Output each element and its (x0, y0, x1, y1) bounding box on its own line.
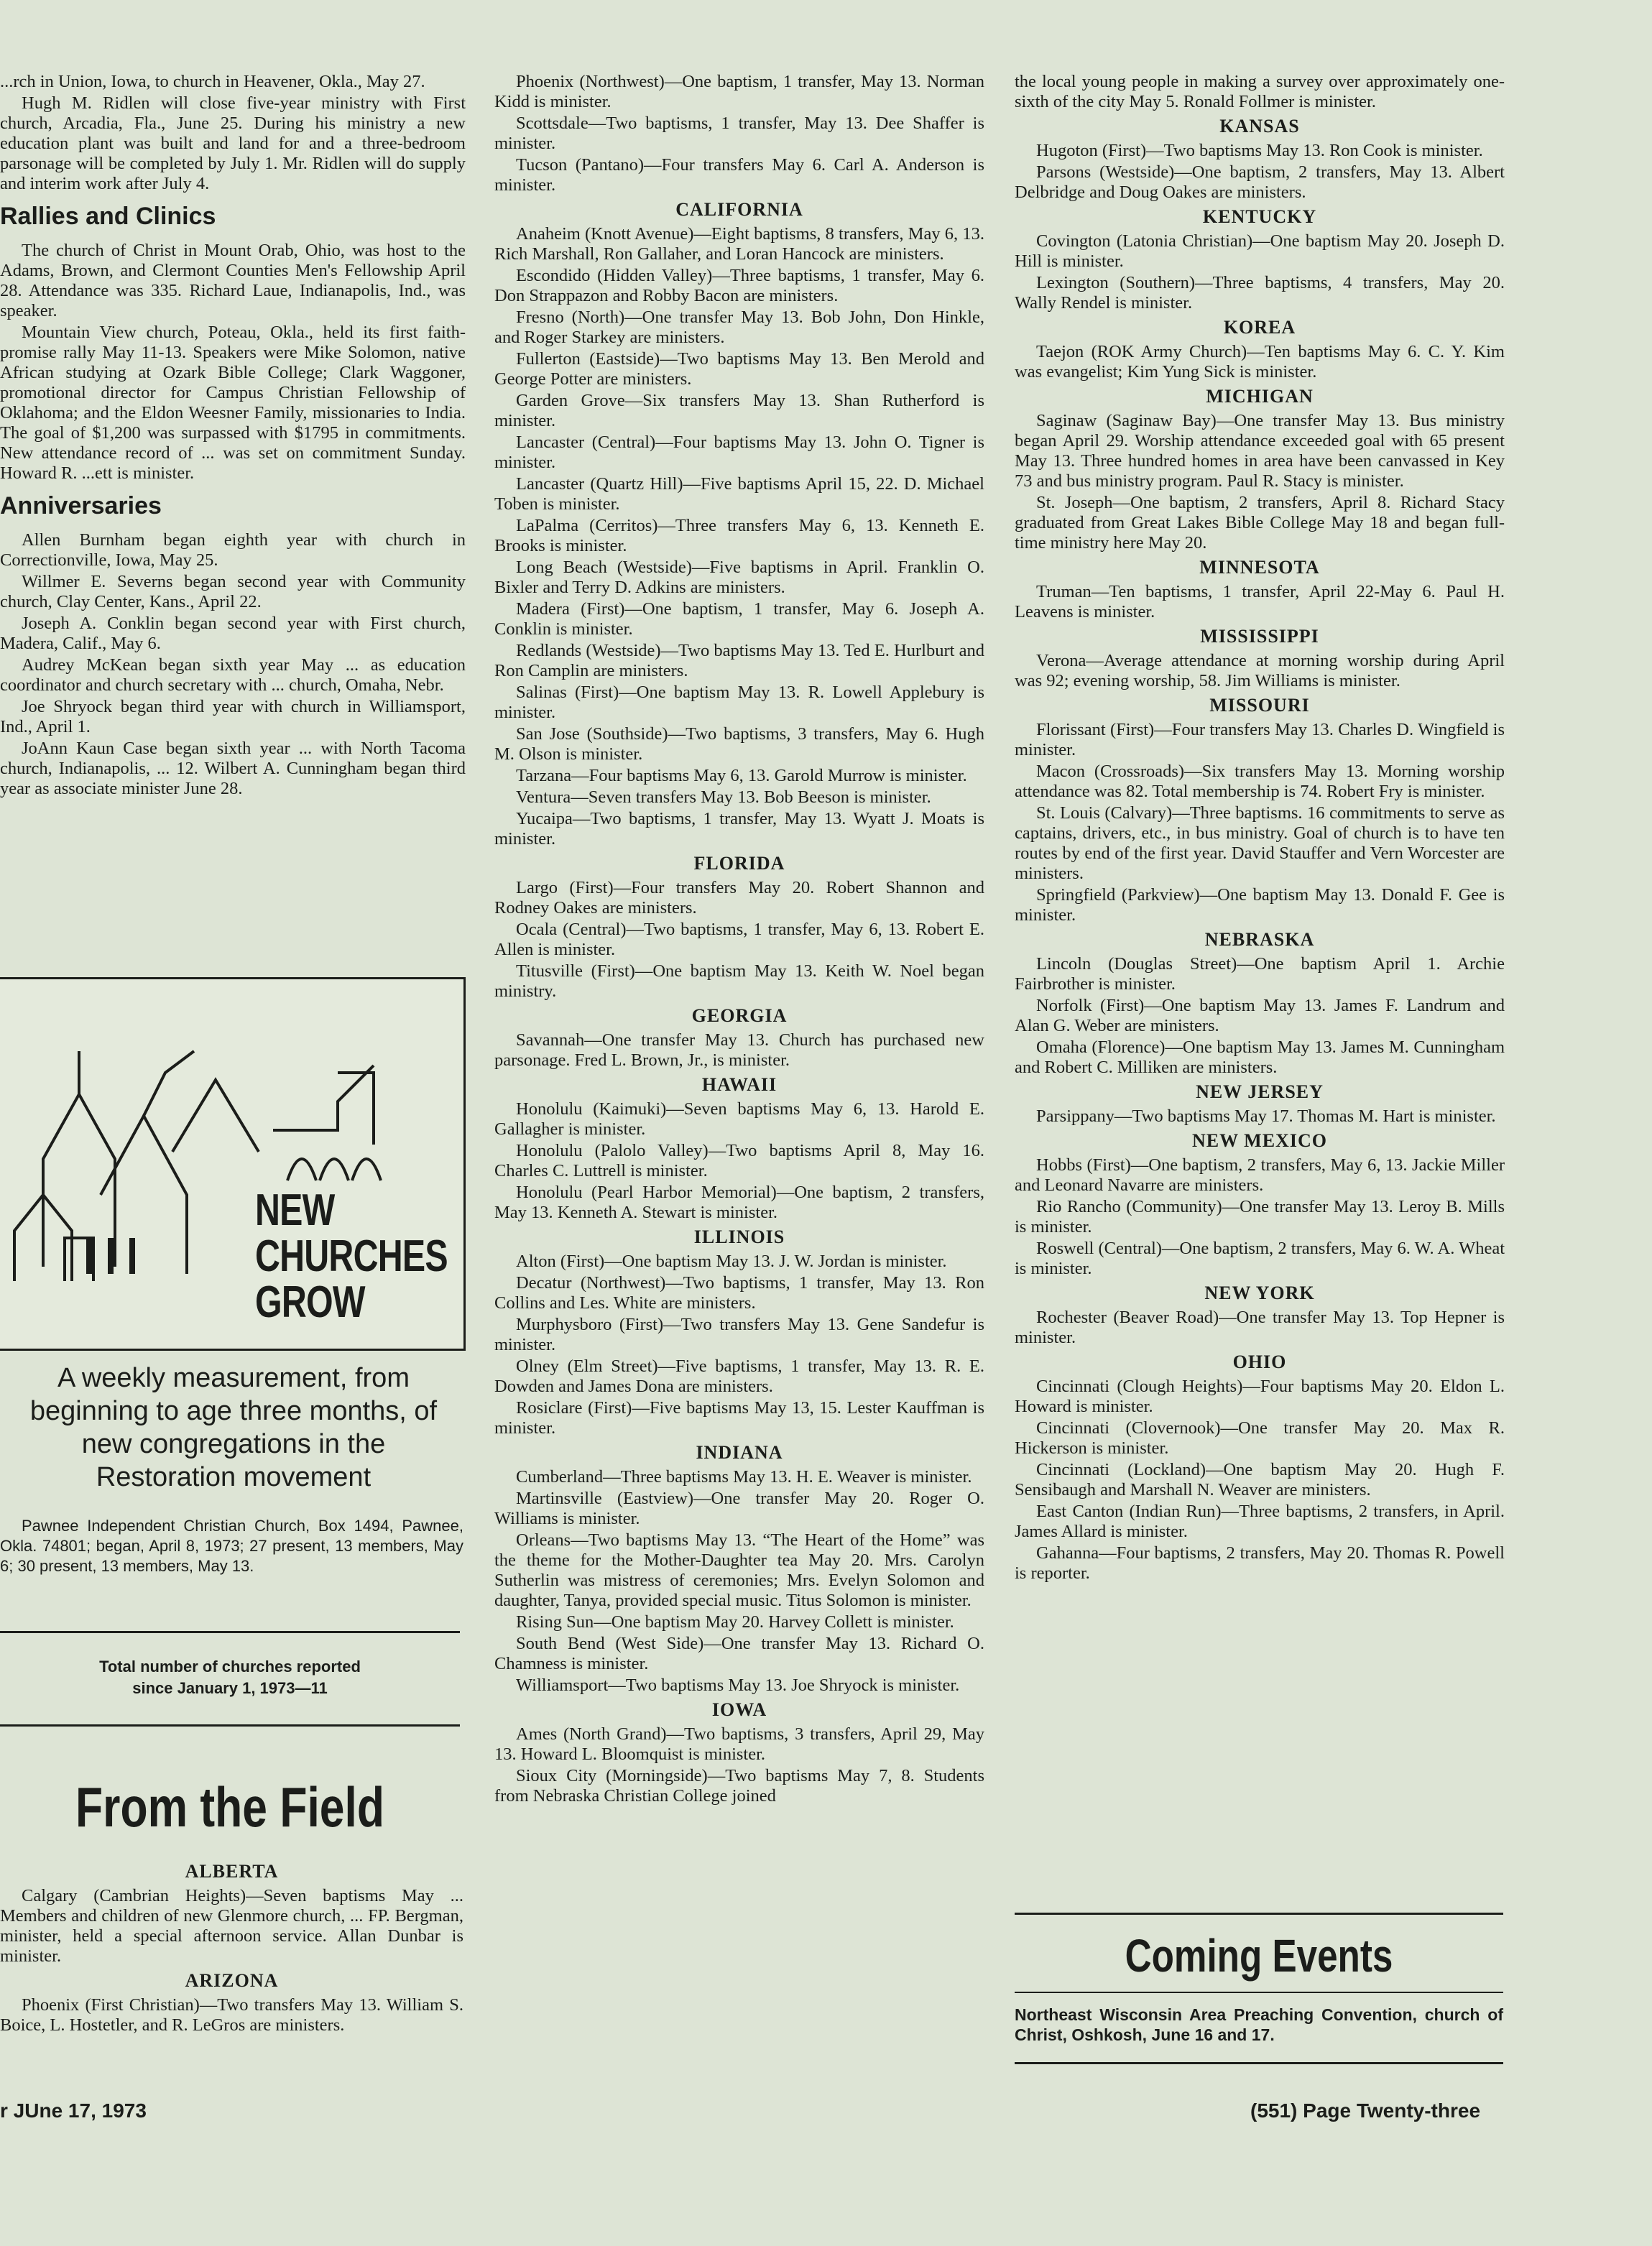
pawnee-wrap (0, 1516, 463, 1578)
anniversary-item: Joe Shryock began third year with church in Williamsport, Ind., April 1. (0, 697, 466, 736)
news-item: Scottsdale—Two baptisms, 1 transfer, May 13. Dee Shaffer is minister. (494, 114, 984, 153)
news-item: Parsons (Westside)—One baptism, 2 transfers, May 13. Albert Delbridge and Doug Oakes are ministers. (1015, 162, 1505, 202)
anniversary-item: Allen Burnham began eighth year with church in Correctionville, Iowa, May 25. (0, 530, 466, 570)
news-item-ridlen: Hugh M. Ridlen will close five-year ministry with First church, Arcadia, Fla., June 25. During his ministry a new education plant was built and land for and a three-bedroom parsonage will be completed by July 1. Mr. Ridlen will do supply and interim work after July 4. (0, 93, 466, 193)
news-item: Cumberland—Three baptisms May 13. H. E. Weaver is minister. (516, 1467, 972, 1487)
divider (1015, 1913, 1503, 1915)
state-heading: NEW YORK (1204, 1283, 1315, 1303)
footer-page: (551) Page Twenty-three (1250, 2099, 1481, 2122)
state-heading: KOREA (1223, 317, 1296, 338)
divider (1015, 1992, 1503, 1993)
news-item: Honolulu (Pearl Harbor Memorial)—One baptism, 2 transfers, May 13. Kenneth A. Stewart is minister. (494, 1183, 984, 1222)
news-item: Ventura—Seven transfers May 13. Bob Beeson is minister. (516, 787, 931, 807)
promo-title-line: CHURCHES (255, 1231, 448, 1281)
news-item: Garden Grove—Six transfers May 13. Shan Rutherford is minister. (494, 391, 984, 430)
state-heading: NEW MEXICO (1192, 1130, 1327, 1151)
news-item: Calgary (Cambrian Heights)—Seven baptisms May ... Members and children of new Glenmore church, ... FP. Bergman, minister, held a special afternoon service. Allan Dunbar is minister. (0, 1886, 463, 1966)
news-item: Rising Sun—One baptism May 20. Harvey Collett is minister. (516, 1612, 954, 1632)
news-item: Lancaster (Quartz Hill)—Five baptisms April 15, 22. D. Michael Toben is minister. (494, 474, 984, 514)
promo-title-line: GROW (255, 1277, 365, 1327)
state-heading: NEW JERSEY (1196, 1081, 1324, 1102)
state-heading: FLORIDA (693, 853, 785, 874)
news-item: Largo (First)—Four transfers May 20. Robert Shannon and Rodney Oakes are ministers. (494, 878, 984, 918)
news-item: Norfolk (First)—One baptism May 13. James F. Landrum and Alan G. Weber are ministers. (1015, 996, 1505, 1035)
state-heading: KENTUCKY (1202, 206, 1317, 227)
divider (1015, 2062, 1503, 2064)
news-item: Tarzana—Four baptisms May 6, 13. Garold Murrow is minister. (516, 766, 967, 785)
total-count-l2: since January 1, 1973—11 (132, 1679, 328, 1697)
total-count (0, 1656, 460, 1699)
state-heading: ILLINOIS (693, 1226, 785, 1247)
state-heading: MISSOURI (1209, 695, 1310, 716)
news-item: the local young people in making a survey over approximately one-sixth of the city May 5. Ronald Follmer is minister. (1015, 72, 1505, 111)
news-item: Cincinnati (Lockland)—One baptism May 20. Hugh F. Sensibaugh and Marshall N. Weaver are ministers. (1015, 1460, 1505, 1499)
divider (0, 1724, 460, 1727)
news-item: Cincinnati (Clovernook)—One transfer May 20. Max R. Hickerson is minister. (1015, 1418, 1505, 1458)
state-heading: NEBRASKA (1204, 929, 1315, 950)
promo-subtitle: A weekly measurement, from beginning to age three months, of new congregations in the Restoration movement (29, 1363, 438, 1492)
news-item: South Bend (West Side)—One transfer May 13. Richard O. Chamness is minister. (494, 1634, 984, 1673)
news-item: Hobbs (First)—One baptism, 2 transfers, May 6, 13. Jackie Miller and Leonard Navarre are ministers. (1015, 1155, 1505, 1195)
news-item: Olney (Elm Street)—Five baptisms, 1 transfer, May 13. R. E. Dowden and James Dona are ministers. (494, 1357, 984, 1396)
news-item: Fresno (North)—One transfer May 13. Bob John, Don Hinkle, and Roger Starkey are ministers. (494, 308, 984, 347)
news-item: Martinsville (Eastview)—One transfer May 20. Roger O. Williams is minister. (494, 1489, 984, 1528)
news-item: Anaheim (Knott Avenue)—Eight baptisms, 8 transfers, May 6, 13. Rich Marshall, Ron Gallaher, and Loran Hancock are ministers. (494, 224, 984, 264)
column-left (0, 72, 466, 800)
news-item: Redlands (Westside)—Two baptisms May 13. Ted E. Hurlburt and Ron Camplin are ministers. (494, 641, 984, 680)
news-item: Williamsport—Two baptisms May 13. Joe Shryock is minister. (516, 1676, 960, 1695)
promo-title (255, 1188, 448, 1326)
field-start (0, 1857, 463, 2037)
new-churches-grow-box (0, 977, 466, 1351)
news-item: Florissant (First)—Four transfers May 13. Charles D. Wingfield is minister. (1015, 720, 1505, 759)
news-item: Lexington (Southern)—Three baptisms, 4 transfers, May 20. Wally Rendel is minister. (1015, 273, 1505, 313)
state-heading: MICHIGAN (1206, 386, 1314, 407)
pawnee-church: Pawnee Independent Christian Church, Box 1494, Pawnee, Okla. 74801; began, April 8, 1973; 27 present, 13 members, May 6; 30 present, 13 members, May 13. (0, 1517, 463, 1575)
state-heading: OHIO (1232, 1351, 1287, 1372)
news-item: Hugoton (First)—Two baptisms May 13. Ron Cook is minister. (1036, 141, 1483, 160)
news-item: Phoenix (Northwest)—One baptism, 1 transfer, May 13. Norman Kidd is minister. (494, 72, 984, 111)
news-item: Escondido (Hidden Valley)—Three baptisms, 1 transfer, May 6. Don Strappazon and Robby Bacon are ministers. (494, 266, 984, 305)
news-item: Taejon (ROK Army Church)—Ten baptisms May 6. C. Y. Kim was evangelist; Kim Yung Sick is minister. (1015, 342, 1505, 382)
column-middle (494, 72, 984, 1808)
news-item: Savannah—One transfer May 13. Church has purchased new parsonage. Fred L. Brown, Jr., is minister. (494, 1030, 984, 1070)
news-item: Gahanna—Four baptisms, 2 transfers, May 20. Thomas R. Powell is reporter. (1015, 1543, 1505, 1583)
news-item: Orleans—Two baptisms May 13. “The Heart of the Home” was the theme for the Mother-Daughter tea May 20. Mrs. Carolyn Sutherlin was mistress of ceremonies; Mrs. Evelyn Solomon and daughter, Tanya, provided special music. Titus Solomon is minister. (494, 1530, 984, 1610)
state-heading: MISSISSIPPI (1200, 626, 1319, 647)
coming-events-body (1015, 2005, 1503, 2046)
news-item: Omaha (Florence)—One baptism May 13. James M. Cunningham and Robert C. Milliken are ministers. (1015, 1037, 1505, 1077)
news-item: Murphysboro (First)—Two transfers May 13. Gene Sandefur is minister. (494, 1315, 984, 1354)
state-heading: CALIFORNIA (675, 199, 803, 220)
news-item: Lincoln (Douglas Street)—One baptism April 1. Archie Fairbrother is minister. (1015, 954, 1505, 994)
total-count-l1: Total number of churches reported (99, 1658, 361, 1676)
news-item: Decatur (Northwest)—Two baptisms, 1 transfer, May 13. Ron Collins and Les. White are ministers. (494, 1273, 984, 1313)
news-item: Fullerton (Eastside)—Two baptisms May 13. Ben Merold and George Potter are ministers. (494, 349, 984, 389)
news-item: Verona—Average attendance at morning worship during April was 92; evening worship, 58. Jim Williams is minister. (1015, 651, 1505, 690)
anniversary-item: Joseph A. Conklin began second year with First church, Madera, Calif., May 6. (0, 614, 466, 653)
news-item: Honolulu (Palolo Valley)—Two baptisms April 8, May 16. Charles C. Luttrell is minister. (494, 1141, 984, 1180)
news-item: San Jose (Southside)—Two baptisms, 3 transfers, May 6. Hugh M. Olson is minister. (494, 724, 984, 764)
news-item: Alton (First)—One baptism May 13. J. W. Jordan is minister. (516, 1252, 947, 1271)
promo-subtitle-wrap (22, 1362, 446, 1494)
state-heading: KANSAS (1219, 116, 1300, 137)
news-item: Yucaipa—Two baptisms, 1 transfer, May 13. Wyatt J. Moats is minister. (494, 809, 984, 849)
state-heading: IOWA (711, 1699, 767, 1720)
news-item: Ocala (Central)—Two baptisms, 1 transfer, May 6, 13. Robert E. Allen is minister. (494, 920, 984, 959)
anniversaries-list (0, 530, 466, 799)
news-item-mountain-view: Mountain View church, Poteau, Okla., held its first faith-promise rally May 11-13. Speakers were Mike Solomon, native African studying at Ozark Bible College; Clark Waggoner, promotional director for Campus Christian Fellowship of Oklahoma; and the Eldon Weesner Family, missionaries to India. The goal of $1,200 was surpassed with $1795 in commitments. New attendance record of ... was set on commitment Sunday. Howard R. ...ett is minister. (0, 323, 466, 483)
coming-event-item: Northeast Wisconsin Area Preaching Convention, church of Christ, Oshkosh, June 16 and 17. (1015, 2005, 1503, 2044)
news-item: Macon (Crossroads)—Six transfers May 13. Morning worship attendance was 82. Total membership is 74. Robert Fry is minister. (1015, 762, 1505, 801)
state-heading: GEORGIA (691, 1005, 788, 1026)
state-heading: MINNESOTA (1199, 557, 1320, 578)
news-item: Phoenix (First Christian)—Two transfers May 13. William S. Boice, L. Hostetler, and R. LeGros are ministers. (0, 1995, 463, 2035)
anniversary-item: JoAnn Kaun Case began sixth year ... with North Tacoma church, Indianapolis, ... 12. Wilbert A. Cunningham began third year as associate minister June 28. (0, 739, 466, 798)
news-item: Long Beach (Westside)—Five baptisms in April. Franklin O. Bixler and Terry D. Adkins are ministers. (494, 558, 984, 597)
anniversary-item: Audrey McKean began sixth year May ... as education coordinator and church secretary with ... church, Omaha, Nebr. (0, 655, 466, 695)
news-item: Rochester (Beaver Road)—One transfer May 13. Top Hepner is minister. (1015, 1308, 1505, 1347)
news-item: Rio Rancho (Community)—One transfer May 13. Leroy B. Mills is minister. (1015, 1197, 1505, 1237)
news-item: Cincinnati (Clough Heights)—Four baptisms May 20. Eldon L. Howard is minister. (1015, 1377, 1505, 1416)
news-item: East Canton (Indian Run)—Three baptisms, 2 transfers, in April. James Allard is minister. (1015, 1502, 1505, 1541)
news-item: Lancaster (Central)—Four baptisms May 13. John O. Tigner is minister. (494, 433, 984, 472)
news-item: ...rch in Union, Iowa, to church in Heavener, Okla., May 27. (0, 72, 425, 91)
state-heading: ALBERTA (185, 1861, 279, 1882)
news-item: LaPalma (Cerritos)—Three transfers May 6, 13. Kenneth E. Brooks is minister. (494, 516, 984, 555)
news-item: Madera (First)—One baptism, 1 transfer, May 6. Joseph A. Conklin is minister. (494, 599, 984, 639)
news-item: Ames (North Grand)—Two baptisms, 3 transfers, April 29, May 13. Howard L. Bloomquist is minister. (494, 1724, 984, 1764)
news-item: Covington (Latonia Christian)—One baptism May 20. Joseph D. Hill is minister. (1015, 231, 1505, 271)
state-heading: ARIZONA (185, 1970, 279, 1991)
footer-date: r JUne 17, 1973 (0, 2099, 147, 2122)
state-heading: INDIANA (696, 1442, 783, 1463)
news-item-mount-orab: The church of Christ in Mount Orab, Ohio, was host to the Adams, Brown, and Clermont Counties Men's Fellowship April 28. Attendance was 335. Richard Laue, Indianapolis, Ind., was speaker. (0, 241, 466, 320)
news-item: Roswell (Central)—One baptism, 2 transfers, May 6. W. A. Wheat is minister. (1015, 1239, 1505, 1278)
news-item: Honolulu (Kaimuki)—Seven baptisms May 6, 13. Harold E. Gallagher is minister. (494, 1099, 984, 1139)
news-item: Salinas (First)—One baptism May 13. R. Lowell Applebury is minister. (494, 683, 984, 722)
news-item: Parsippany—Two baptisms May 17. Thomas M. Hart is minister. (1036, 1106, 1496, 1126)
state-heading: HAWAII (701, 1074, 777, 1095)
news-item: Saginaw (Saginaw Bay)—One transfer May 13. Bus ministry began April 29. Worship attendance exceeded goal with 65 present May 13. Three hundred homes in area have been canvassed in Key 73 and bus ministry program. Paul R. Stacy is minister. (1015, 411, 1505, 491)
news-item: Titusville (First)—One baptism May 13. Keith W. Noel began ministry. (494, 961, 984, 1001)
news-item: Sioux City (Morningside)—Two baptisms May 7, 8. Students from Nebraska Christian College joined (494, 1766, 984, 1806)
anniversaries-heading: Anniversaries (0, 492, 162, 519)
from-the-field-title: From the Field (75, 1775, 384, 1839)
news-item: St. Joseph—One baptism, 2 transfers, April 8. Richard Stacy graduated from Great Lakes Bible College May 18 and began full-time ministry here May 20. (1015, 493, 1505, 553)
rallies-heading: Rallies and Clinics (0, 203, 216, 230)
column-right (1015, 72, 1505, 1585)
divider (0, 1631, 460, 1633)
news-item: Springfield (Parkview)—One baptism May 13. Donald F. Gee is minister. (1015, 885, 1505, 925)
news-item: Tucson (Pantano)—Four transfers May 6. Carl A. Anderson is minister. (494, 155, 984, 195)
news-item: Truman—Ten baptisms, 1 transfer, April 22-May 6. Paul H. Leavens is minister. (1015, 582, 1505, 621)
news-item: St. Louis (Calvary)—Three baptisms. 16 commitments to serve as captains, drivers, etc., in bus ministry. Goal of church is to have ten routes by end of the first year. David Stauffer and Vern Worcester are ministers. (1015, 803, 1505, 883)
news-item: Rosiclare (First)—Five baptisms May 13, 15. Lester Kauffman is minister. (494, 1398, 984, 1438)
anniversary-item: Willmer E. Severns began second year with Community church, Clay Center, Kans., April 22. (0, 572, 466, 611)
coming-events-title: Coming Events (1125, 1930, 1393, 1982)
promo-title-line: NEW (255, 1186, 335, 1235)
